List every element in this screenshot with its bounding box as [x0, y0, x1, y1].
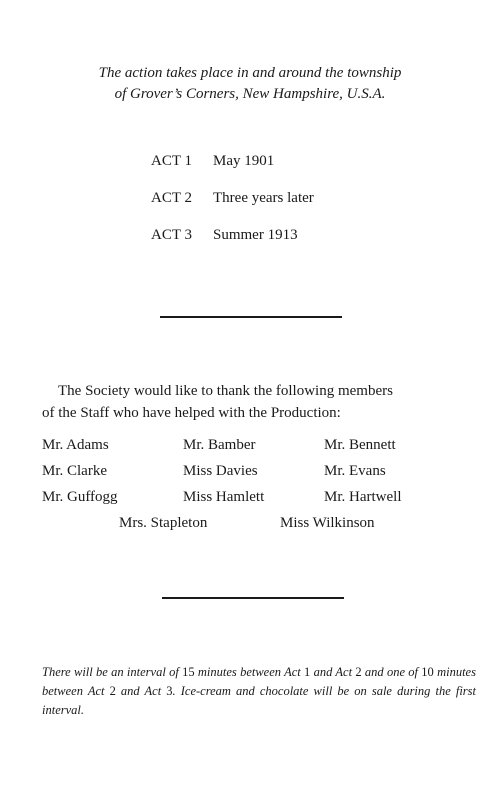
- note-text: and one of: [361, 665, 422, 679]
- staff-name: Mr. Evans: [324, 463, 386, 479]
- staff-name: Mr. Guffogg: [42, 489, 118, 505]
- staff-list: [42, 434, 482, 512]
- note-text: and: [115, 684, 145, 698]
- staff-name: Mrs. Stapleton: [119, 515, 208, 531]
- divider-rule: [160, 316, 342, 318]
- setting-statement: [0, 63, 500, 105]
- thanks-line-2: of the Staff who have helped with the Production:: [42, 405, 341, 421]
- act-label: ACT 3: [151, 227, 192, 243]
- staff-name: Mr. Hartwell: [324, 489, 402, 505]
- divider-rule: [162, 597, 344, 599]
- act-time: May 1901: [213, 153, 275, 169]
- act-label: ACT 1: [151, 153, 192, 169]
- act-row: [151, 187, 314, 224]
- setting-line-1: The action takes place in and around the township: [98, 65, 402, 81]
- staff-row: [42, 486, 482, 512]
- note-text: Act: [144, 684, 167, 698]
- act-time: Summer 1913: [213, 227, 298, 243]
- note-number: 1: [304, 665, 311, 679]
- note-number: 15: [182, 665, 195, 679]
- staff-row: [42, 460, 482, 486]
- interval-note: [42, 663, 476, 720]
- note-number: 2: [109, 684, 116, 698]
- note-number: 3: [166, 684, 173, 698]
- note-text: Act: [335, 665, 356, 679]
- setting-line-2: of Grover’s Corners, New Hampshire, U.S.A.: [114, 86, 386, 102]
- act-list: [151, 150, 314, 261]
- staff-name: Mr. Bamber: [183, 437, 256, 453]
- note-text: and: [310, 665, 336, 679]
- staff-name: Miss Hamlett: [183, 489, 265, 505]
- note-number: 2: [355, 665, 362, 679]
- note-number: 10: [421, 665, 434, 679]
- staff-name: Mr. Bennett: [324, 437, 396, 453]
- staff-name: Mr. Clarke: [42, 463, 107, 479]
- thanks-paragraph: [42, 380, 474, 424]
- act-time: Three years later: [213, 190, 314, 206]
- note-text: There will be an interval of: [42, 665, 183, 679]
- act-row: [151, 224, 314, 261]
- staff-name: Mr. Adams: [42, 437, 109, 453]
- thanks-line-1: The Society would like to thank the following members: [58, 383, 393, 399]
- staff-name: Miss Wilkinson: [280, 515, 375, 531]
- staff-name: Miss Davies: [183, 463, 258, 479]
- note-text: . Ice-cream and chocolate will be on sale during the first interval.: [42, 684, 476, 717]
- note-text: minutes between: [42, 665, 476, 698]
- note-text: Act: [284, 665, 305, 679]
- note-text: Act: [87, 684, 110, 698]
- staff-row: [42, 434, 482, 460]
- act-label: ACT 2: [151, 190, 192, 206]
- note-text: minutes between: [194, 665, 285, 679]
- act-row: [151, 150, 314, 187]
